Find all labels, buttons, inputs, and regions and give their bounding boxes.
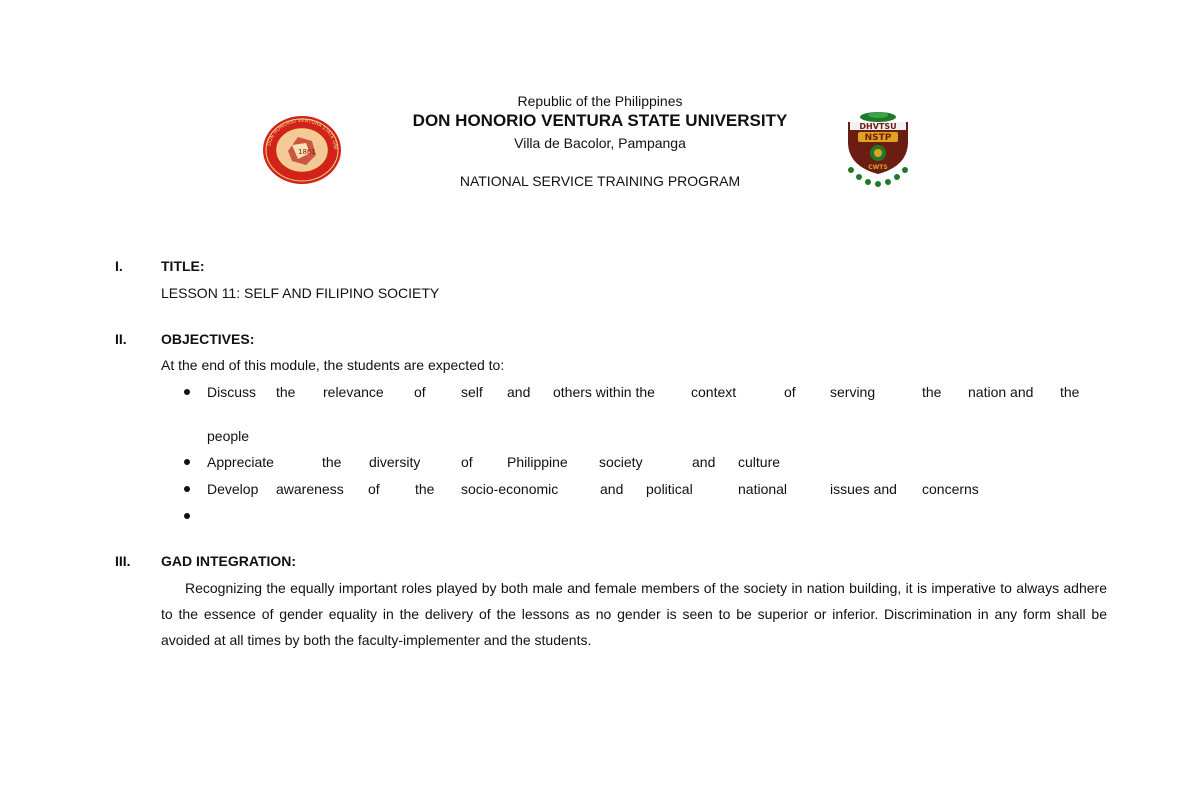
objective-1-continuation: people [207,428,250,444]
objective-3-word: awareness [276,481,344,497]
objective-3-word: of [368,481,380,497]
objective-1-word: Discuss [207,384,257,400]
objective-3-word: issues and [830,481,897,497]
objectives-intro: At the end of this module, the students are expected to: [161,357,505,373]
objective-2-word: and [692,454,716,470]
section-heading-gad: GAD INTEGRATION: [161,553,297,569]
objective-1-word: the [922,384,942,400]
section-number-gad: III. [115,553,131,569]
gad-paragraph: Recognizing the equally important roles played by both male and female members of the society in nation building, it is imperative to always adhere to the essence of gender equality in the delivery of the lessons as no gender is seen to be superior or inferior. Discrimination in any form shall be avoided at all times by both the faculty-implementer and the students. [161,580,1107,648]
objective-2-word: Philippine [507,454,568,470]
objective-2-word: society [599,454,643,470]
svg-text:1861: 1861 [298,148,316,156]
objective-1-word: others within the [553,384,655,400]
lesson-title: LESSON 11: SELF AND FILIPINO SOCIETY [161,285,440,301]
objective-2-word: culture [738,454,781,470]
objective-3-word: and [600,481,624,497]
objective-2-word: of [461,454,473,470]
svg-text:NSTP: NSTP [864,133,892,143]
objective-3-word: national [738,481,788,497]
objective-1-word: nation and [968,384,1034,400]
bullet-dot [184,389,190,395]
objective-1-word: self [461,384,483,400]
section-heading-objectives: OBJECTIVES: [161,331,255,347]
republic-line: Republic of the Philippines [517,93,683,109]
objective-1-word: of [784,384,796,400]
section-number-objectives: II. [115,331,127,347]
section-heading-title: TITLE: [161,258,205,274]
objective-1-word: of [414,384,426,400]
svg-text:DON HONORIO VENTURA STATE UNIV: DON HONORIO VENTURA STATE UNI [266,117,339,150]
svg-text:CWTS: CWTS [868,164,888,171]
objective-1-word: the [276,384,296,400]
svg-text:DHVTSU: DHVTSU [859,122,897,131]
section-number-title: I. [115,258,123,274]
objective-1-word: context [691,384,737,400]
objective-1-word: relevance [323,384,384,400]
objective-3-word: concerns [922,481,979,497]
objective-3-word: socio-economic [461,481,559,497]
bullet-dot [184,513,190,519]
objective-1-word: the [1060,384,1080,400]
objective-3-word: the [415,481,435,497]
objective-1-word: serving [830,384,876,400]
university-location: Villa de Bacolor, Pampanga [514,135,686,151]
objective-1-word: and [507,384,531,400]
university-name: DON HONORIO VENTURA STATE UNIVERSITY [412,111,788,130]
objective-3-word: political [646,481,693,497]
bullet-dot [184,486,190,492]
bullet-dot [184,459,190,465]
objective-2-word: diversity [369,454,421,470]
objective-2-word: the [322,454,342,470]
objective-3-word: Develop [207,481,259,497]
program-name: NATIONAL SERVICE TRAINING PROGRAM [459,173,741,189]
objective-2-word: Appreciate [207,454,274,470]
